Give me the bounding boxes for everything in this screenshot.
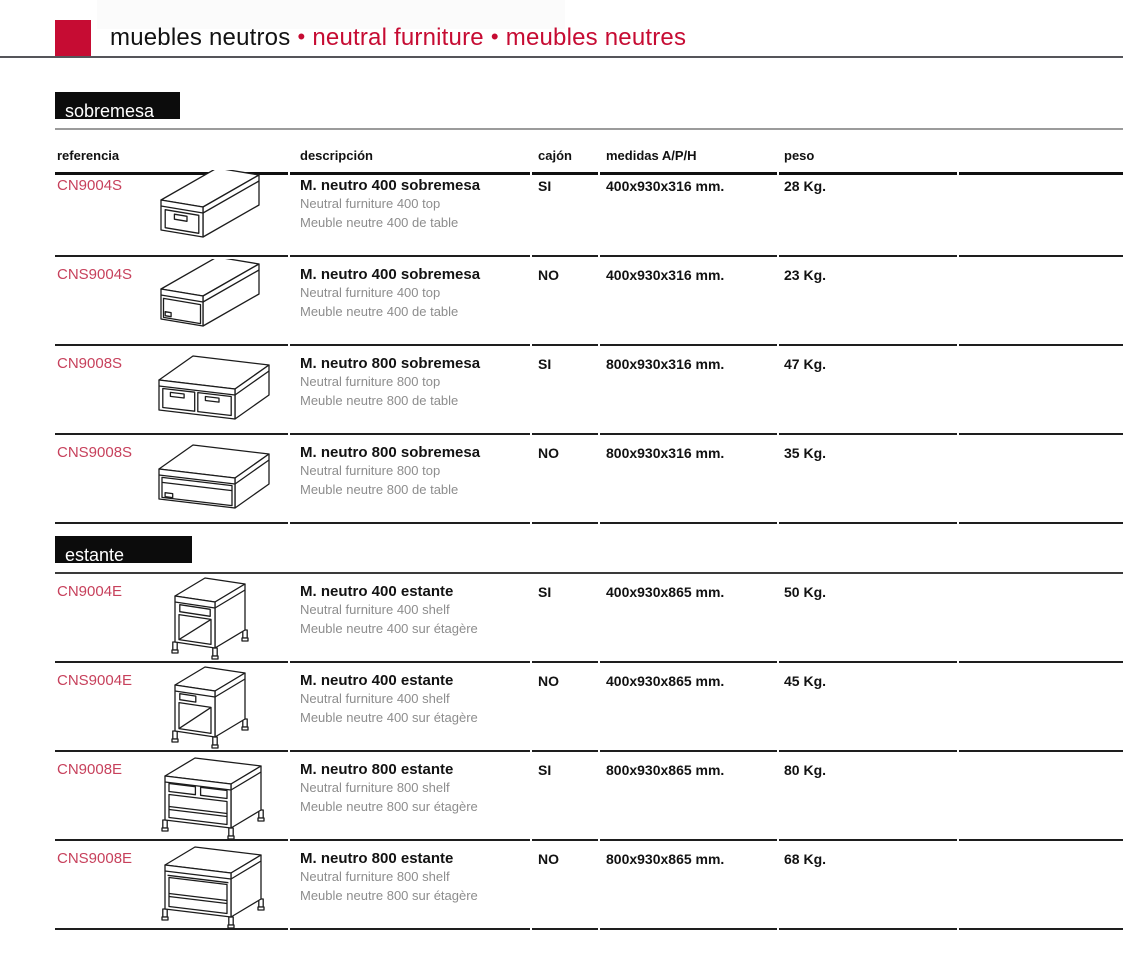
product-medidas-value: 400x930x316 mm. bbox=[606, 267, 725, 283]
header-rule bbox=[0, 56, 1123, 58]
product-cajon-value: SI bbox=[538, 178, 552, 194]
product-description-en: Neutral furniture 400 shelf bbox=[300, 602, 450, 617]
referencia-cell bbox=[55, 841, 288, 930]
product-description-en: Neutral furniture 800 shelf bbox=[300, 869, 450, 884]
descripcion-cell bbox=[290, 435, 530, 524]
product-reference-code: CNS9004S bbox=[57, 266, 133, 283]
product-reference-code: CN9004S bbox=[57, 177, 123, 194]
product-medidas-value: 400x930x865 mm. bbox=[606, 673, 725, 689]
product-drawing-cn9004s bbox=[151, 170, 271, 256]
product-row bbox=[55, 435, 1123, 524]
descripcion-cell bbox=[290, 257, 530, 346]
product-description-en: Neutral furniture 800 top bbox=[300, 463, 441, 478]
product-reference-code: CN9004E bbox=[57, 583, 123, 600]
product-peso-value: 23 Kg. bbox=[784, 267, 827, 283]
product-reference-code: CN9008E bbox=[57, 761, 123, 778]
row-spacer-cell bbox=[959, 752, 1123, 841]
product-description-en: Neutral furniture 400 shelf bbox=[300, 691, 450, 706]
product-cajon-value: SI bbox=[538, 762, 552, 778]
title-spanish: muebles neutros bbox=[110, 24, 291, 51]
product-drawing-cns9008s bbox=[151, 437, 271, 523]
product-row bbox=[55, 663, 1123, 752]
product-description-es: M. neutro 800 sobremesa bbox=[300, 444, 481, 461]
product-peso-value: 35 Kg. bbox=[784, 445, 827, 461]
product-description-en: Neutral furniture 400 top bbox=[300, 285, 441, 300]
product-description-es: M. neutro 400 estante bbox=[300, 583, 454, 600]
referencia-cell bbox=[55, 168, 288, 257]
product-description-es: M. neutro 400 estante bbox=[300, 672, 454, 689]
product-medidas-value: 800x930x865 mm. bbox=[606, 851, 725, 867]
product-drawing-cn9008s bbox=[151, 348, 271, 434]
product-row bbox=[55, 841, 1123, 930]
product-description-fr: Meuble neutre 800 sur étagère bbox=[300, 888, 478, 903]
product-row bbox=[55, 574, 1123, 663]
product-description-es: M. neutro 800 estante bbox=[300, 850, 454, 867]
product-peso-value: 68 Kg. bbox=[784, 851, 827, 867]
section-label-sobremesa: sobremesa bbox=[55, 92, 180, 119]
product-reference-code: CNS9008S bbox=[57, 444, 133, 461]
product-cajon-value: NO bbox=[538, 851, 559, 867]
row-spacer-cell bbox=[959, 257, 1123, 346]
product-reference-code: CNS9004E bbox=[57, 672, 133, 689]
column-header-medidas: medidas A/P/H bbox=[600, 141, 777, 175]
referencia-cell bbox=[55, 663, 288, 752]
descripcion-cell bbox=[290, 346, 530, 435]
descripcion-cell bbox=[290, 168, 530, 257]
row-spacer-cell bbox=[959, 841, 1123, 930]
descripcion-cell bbox=[290, 841, 530, 930]
descripcion-cell bbox=[290, 663, 530, 752]
descripcion-cell bbox=[290, 752, 530, 841]
product-cajon-value: NO bbox=[538, 673, 559, 689]
product-row bbox=[55, 257, 1123, 346]
product-cajon-value: SI bbox=[538, 356, 552, 372]
row-spacer-cell bbox=[959, 574, 1123, 663]
product-description-fr: Meuble neutre 800 de table bbox=[300, 393, 459, 408]
referencia-cell bbox=[55, 435, 288, 524]
referencia-cell bbox=[55, 574, 288, 663]
product-description-en: Neutral furniture 800 top bbox=[300, 374, 441, 389]
product-description-fr: Meuble neutre 400 sur étagère bbox=[300, 710, 478, 725]
product-row bbox=[55, 752, 1123, 841]
column-header-referencia: referencia bbox=[55, 141, 288, 175]
product-description-fr: Meuble neutre 400 de table bbox=[300, 304, 459, 319]
column-header-peso: peso bbox=[779, 141, 957, 175]
product-rows-estante bbox=[55, 574, 1123, 930]
product-medidas-value: 400x930x316 mm. bbox=[606, 178, 725, 194]
product-peso-value: 28 Kg. bbox=[784, 178, 827, 194]
product-medidas-value: 800x930x316 mm. bbox=[606, 445, 725, 461]
product-description-es: M. neutro 400 sobremesa bbox=[300, 266, 481, 283]
referencia-cell bbox=[55, 346, 288, 435]
product-reference-code: CNS9008E bbox=[57, 850, 133, 867]
product-drawing-cns9004s bbox=[151, 259, 271, 345]
product-cajon-value: SI bbox=[538, 584, 552, 600]
product-reference-code: CN9008S bbox=[57, 355, 123, 372]
product-drawing-cn9008e bbox=[151, 754, 271, 840]
product-medidas-value: 800x930x865 mm. bbox=[606, 762, 725, 778]
product-description-es: M. neutro 400 sobremesa bbox=[300, 177, 481, 194]
product-description-fr: Meuble neutre 400 de table bbox=[300, 215, 459, 230]
row-spacer-cell bbox=[959, 663, 1123, 752]
product-peso-value: 47 Kg. bbox=[784, 356, 827, 372]
row-spacer-cell bbox=[959, 346, 1123, 435]
referencia-cell bbox=[55, 257, 288, 346]
product-drawing-cns9004e bbox=[151, 665, 271, 751]
product-peso-value: 45 Kg. bbox=[784, 673, 827, 689]
title-separator-dot: • bbox=[490, 24, 499, 49]
referencia-cell bbox=[55, 752, 288, 841]
column-header-descripcion: descripción bbox=[290, 141, 530, 175]
product-description-en: Neutral furniture 400 top bbox=[300, 196, 441, 211]
product-description-es: M. neutro 800 estante bbox=[300, 761, 454, 778]
product-drawing-cn9004e bbox=[151, 576, 271, 662]
product-description-fr: Meuble neutre 800 de table bbox=[300, 482, 459, 497]
product-drawing-cns9008e bbox=[151, 843, 271, 929]
product-medidas-value: 400x930x865 mm. bbox=[606, 584, 725, 600]
title-french: meubles neutres bbox=[505, 24, 687, 51]
product-cajon-value: NO bbox=[538, 267, 559, 283]
row-spacer-cell bbox=[959, 168, 1123, 257]
product-description-es: M. neutro 800 sobremesa bbox=[300, 355, 481, 372]
column-header-cajon: cajón bbox=[532, 141, 598, 175]
product-peso-value: 50 Kg. bbox=[784, 584, 827, 600]
product-cajon-value: NO bbox=[538, 445, 559, 461]
product-row bbox=[55, 168, 1123, 257]
product-description-fr: Meuble neutre 400 sur étagère bbox=[300, 621, 478, 636]
product-medidas-value: 800x930x316 mm. bbox=[606, 356, 725, 372]
section-label-estante: estante bbox=[55, 536, 192, 563]
section-rule-sobremesa bbox=[55, 128, 1123, 130]
page-title bbox=[110, 24, 686, 52]
title-separator-dot: • bbox=[297, 24, 306, 49]
brand-logo-square bbox=[55, 20, 91, 56]
descripcion-cell bbox=[290, 574, 530, 663]
title-english: neutral furniture bbox=[312, 24, 484, 51]
product-description-en: Neutral furniture 800 shelf bbox=[300, 780, 450, 795]
row-spacer-cell bbox=[959, 435, 1123, 524]
product-row bbox=[55, 346, 1123, 435]
product-description-fr: Meuble neutre 800 sur étagère bbox=[300, 799, 478, 814]
product-peso-value: 80 Kg. bbox=[784, 762, 827, 778]
product-rows-sobremesa bbox=[55, 168, 1123, 524]
